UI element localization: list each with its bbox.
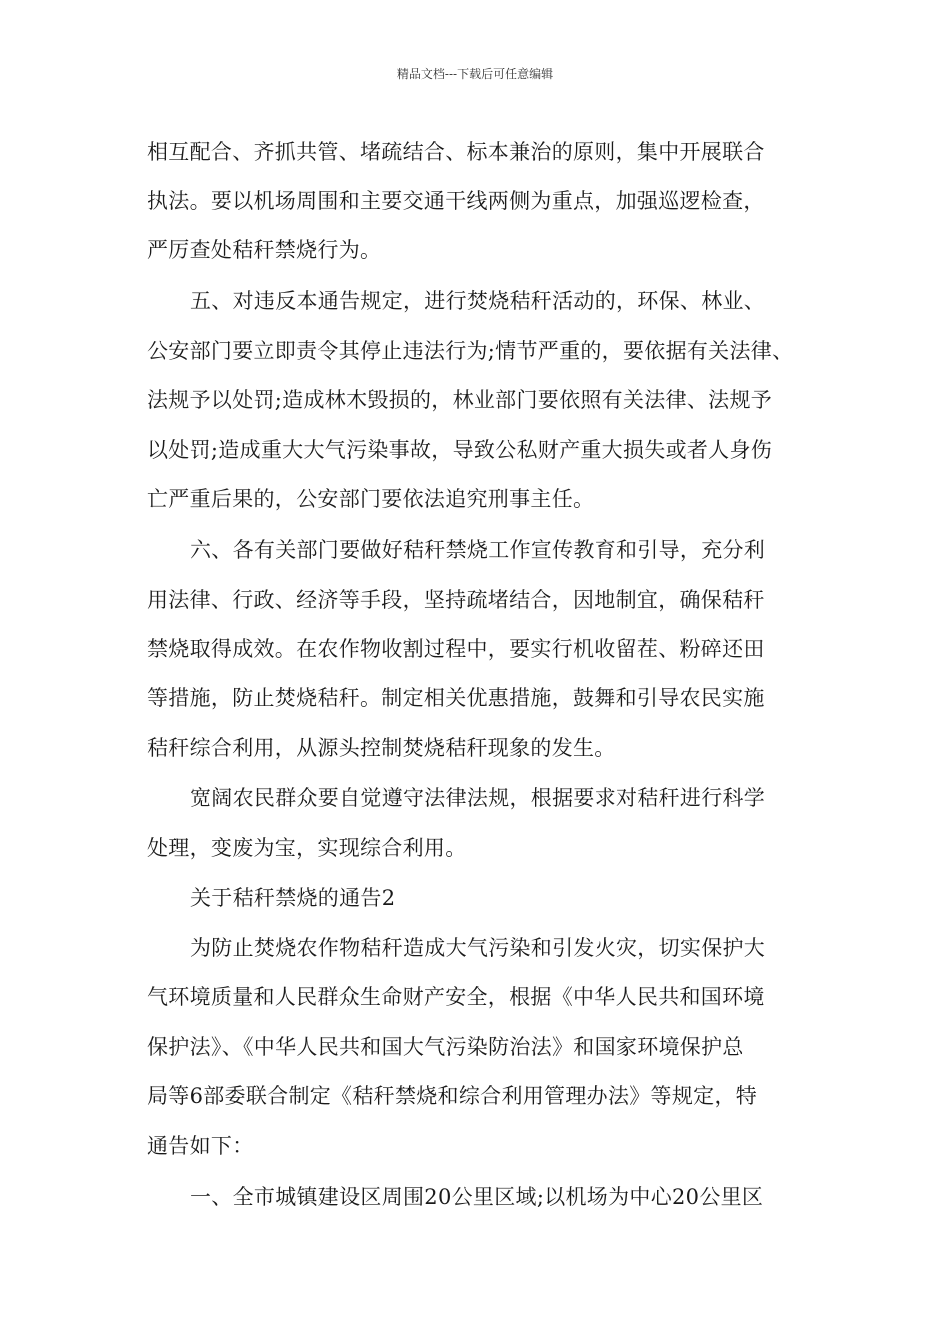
text-line: 执法。要以机场周围和主要交通干线两侧为重点，加强巡逻检查， [147,189,765,213]
text-line: 亡严重后果的，公安部门要依法追究刑事主任。 [147,487,595,511]
text-line: 处理，变废为宝，实现综合利用。 [147,836,467,860]
text-line: 秸秆综合利用，从源头控制焚烧秸秆现象的发生。 [147,736,616,760]
paragraph-start: 一、全市城镇建设区周围20公里区域;以机场为中心20公里区 [190,1185,764,1209]
page-header: 精品文档---下载后可任意编辑 [396,67,554,81]
section-title: 关于秸秆禁烧的通告2 [190,886,396,910]
text-line: 禁烧取得成效。在农作物收割过程中，要实行机收留茬、粉碎还田 [147,637,765,661]
text-line: 法规予以处罚;造成林木毁损的，林业部门要依照有关法律、法规予 [147,388,773,412]
text-line: 保护法》、《中华人民共和国大气污染防治法》和国家环境保护总 [147,1035,744,1059]
text-line: 局等6部委联合制定《秸秆禁烧和综合利用管理办法》等规定，特 [147,1084,758,1108]
paragraph-start: 五、对违反本通告规定，进行焚烧秸秆活动的，环保、林业、 [190,289,766,313]
text-line: 气环境质量和人民群众生命财产安全，根据《中华人民共和国环境 [147,985,765,1009]
text-line: 以处罚;造成重大大气污染事故，导致公私财产重大损失或者人身伤 [147,438,773,462]
paragraph-start: 为防止焚烧农作物秸秆造成大气污染和引发火灾，切实保护大 [190,936,766,960]
paragraph-start: 宽阔农民群众要自觉遵守法律法规，根据要求对秸秆进行科学 [190,786,766,810]
text-line: 严厉查处秸秆禁烧行为。 [147,238,382,262]
text-line: 公安部门要立即责令其停止违法行为;情节严重的，要依据有关法律、 [147,339,794,363]
text-line: 等措施，防止焚烧秸秆。制定相关优惠措施，鼓舞和引导农民实施 [147,686,765,710]
text-line: 通告如下： [147,1134,254,1158]
text-line: 用法律、行政、经济等手段，坚持疏堵结合，因地制宜，确保秸秆 [147,588,765,612]
paragraph-start: 六、各有关部门要做好秸秆禁烧工作宣传教育和引导，充分利 [190,538,766,562]
text-line: 相互配合、齐抓共管、堵疏结合、标本兼治的原则，集中开展联合 [147,140,765,164]
